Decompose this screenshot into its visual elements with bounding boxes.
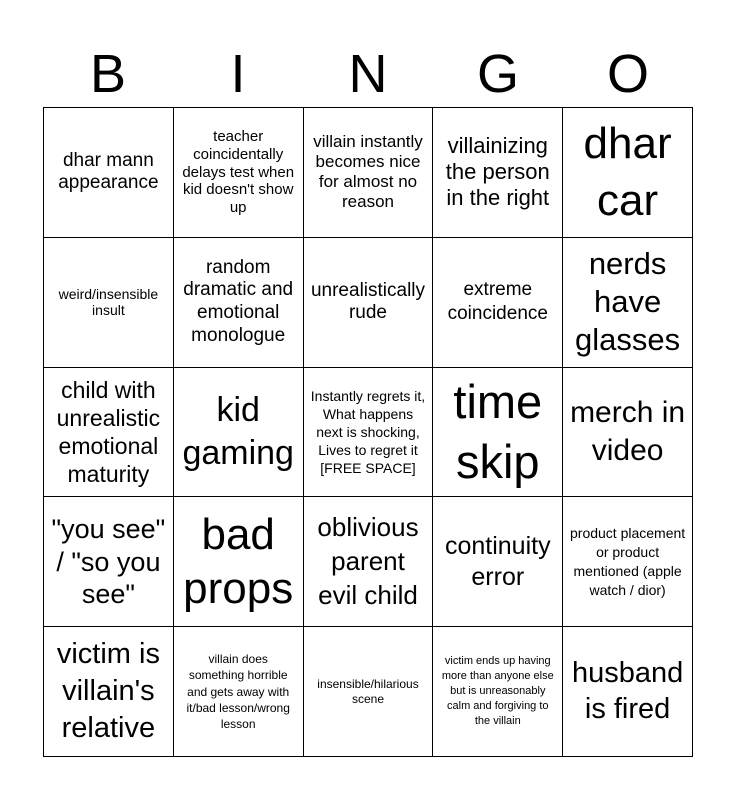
cell-text: Instantly regrets it, What happens next is shocking, Lives to regret it [FREE SPACE]: [310, 387, 426, 477]
cell-text: victim is villain's relative: [56, 637, 160, 745]
header-letter-i: I: [230, 44, 246, 104]
cell-text: merch in video: [570, 395, 686, 467]
cell-text: dhar mann appearance: [58, 149, 159, 194]
cell-text: husband is fired: [571, 657, 684, 725]
bingo-cell[interactable]: [44, 627, 174, 757]
bingo-cell[interactable]: [433, 368, 563, 498]
cell-text: kid gaming: [182, 391, 294, 472]
bingo-cell[interactable]: [44, 238, 174, 368]
bingo-cell[interactable]: [563, 497, 693, 627]
cell-text: villain instantly becomes nice for almost no reason: [313, 132, 423, 212]
bingo-board: [43, 107, 693, 757]
bingo-cell[interactable]: [44, 497, 174, 627]
bingo-cell[interactable]: [174, 627, 304, 757]
cell-text: random dramatic and emotional monologue: [183, 256, 294, 346]
bingo-cell[interactable]: [304, 238, 434, 368]
cell-text: weird/insensible insult: [58, 285, 159, 319]
header-letter-g: G: [476, 44, 519, 104]
header-letter-b: B: [89, 44, 127, 104]
cell-text: villain does something horrible and gets away with it/bad lesson/wrong lesson: [186, 652, 290, 731]
cell-text: teacher coincidentally delays test when kid doesn't show up: [182, 128, 295, 216]
cell-text: insensible/hilarious scene: [317, 677, 419, 706]
bingo-cell[interactable]: [433, 108, 563, 238]
bingo-cell[interactable]: [304, 497, 434, 627]
cell-text: "you see" / "so you see": [51, 514, 166, 609]
bingo-header: [43, 42, 693, 106]
cell-text: unrealistically rude: [310, 279, 426, 324]
bingo-cell[interactable]: [304, 108, 434, 238]
cell-text: victim ends up having more than anyone else but is unreasonably calm and forgiving to the villain: [441, 655, 554, 727]
bingo-cell[interactable]: [174, 238, 304, 368]
bingo-cell[interactable]: [44, 108, 174, 238]
bingo-cell[interactable]: [44, 368, 174, 498]
bingo-cell[interactable]: [433, 627, 563, 757]
bingo-cell[interactable]: [563, 238, 693, 368]
bingo-cell[interactable]: [433, 497, 563, 627]
bingo-cell[interactable]: [304, 627, 434, 757]
cell-text: time skip: [453, 374, 543, 488]
bingo-cell[interactable]: [563, 368, 693, 498]
header-letter-n: N: [348, 44, 388, 104]
bingo-cell[interactable]: [563, 627, 693, 757]
bingo-cell[interactable]: [563, 108, 693, 238]
bingo-cell[interactable]: [433, 238, 563, 368]
bingo-cell[interactable]: [174, 368, 304, 498]
cell-text: nerds have glasses: [575, 246, 681, 358]
cell-text: child with unrealistic emotional maturity: [56, 376, 161, 488]
cell-text: extreme coincidence: [447, 278, 548, 325]
bingo-cell free-space-cell[interactable]: [304, 368, 434, 498]
cell-text: dhar car: [583, 119, 672, 226]
cell-text: product placement or product mentioned (apple watch / dior): [570, 525, 686, 598]
cell-text: bad props: [183, 510, 294, 613]
bingo-cell[interactable]: [174, 108, 304, 238]
bingo-cell[interactable]: [174, 497, 304, 627]
cell-text: oblivious parent evil child: [317, 512, 419, 610]
cell-text: continuity error: [444, 531, 551, 591]
cell-text: villainizing the person in the right: [445, 133, 550, 211]
header-letter-o: O: [606, 44, 649, 104]
